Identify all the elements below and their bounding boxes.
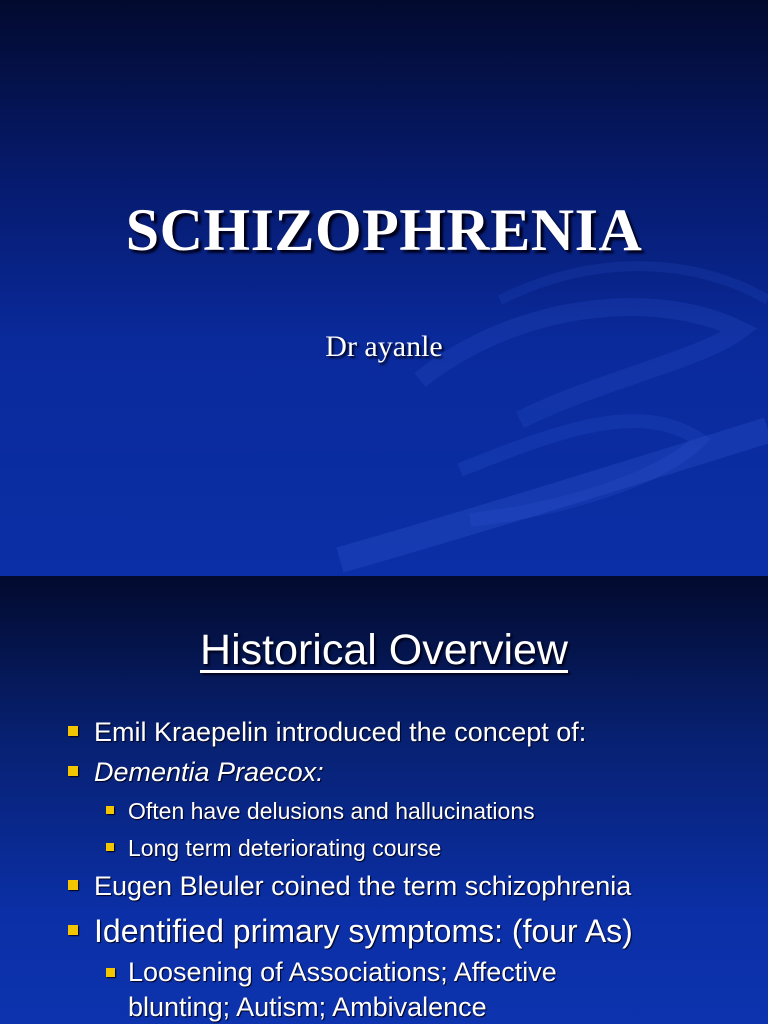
bullet-item	[0, 910, 768, 952]
bullet-item	[0, 714, 768, 750]
square-bullet-icon	[68, 925, 78, 935]
sub-bullet-item	[0, 831, 768, 865]
bullet-text: Often have delusions and hallucinations	[128, 798, 535, 824]
bullet-text: Identified primary symptoms: (four As)	[94, 913, 633, 949]
bullet-item	[0, 868, 768, 904]
bullet-text: Loosening of Associations; Affective	[128, 957, 557, 987]
slide-title: SCHIZOPHRENIA	[125, 197, 643, 263]
bullet-text: Long term deteriorating course	[128, 835, 442, 861]
square-bullet-icon	[106, 806, 114, 814]
bullet-text: Eugen Bleuler coined the term schizophrenia	[94, 871, 632, 901]
slide-heading: Historical Overview	[200, 626, 568, 674]
square-bullet-icon	[68, 880, 78, 890]
square-bullet-icon	[106, 843, 114, 851]
bullet-text: Dementia Praecox:	[94, 757, 324, 787]
bullet-list	[0, 714, 768, 1024]
bullet-item	[0, 754, 768, 790]
bullet-text: Emil Kraepelin introduced the concept of:	[94, 717, 587, 747]
content-slide	[0, 576, 768, 1024]
bullet-text: blunting; Autism; Ambivalence	[128, 992, 487, 1022]
square-bullet-icon	[68, 766, 78, 776]
slide-subtitle: Dr ayanle	[325, 330, 443, 363]
square-bullet-icon	[106, 968, 115, 977]
square-bullet-icon	[68, 726, 78, 736]
bullet-continuation	[0, 991, 768, 1023]
sub-bullet-item	[0, 794, 768, 828]
sub-bullet-item	[0, 956, 768, 988]
